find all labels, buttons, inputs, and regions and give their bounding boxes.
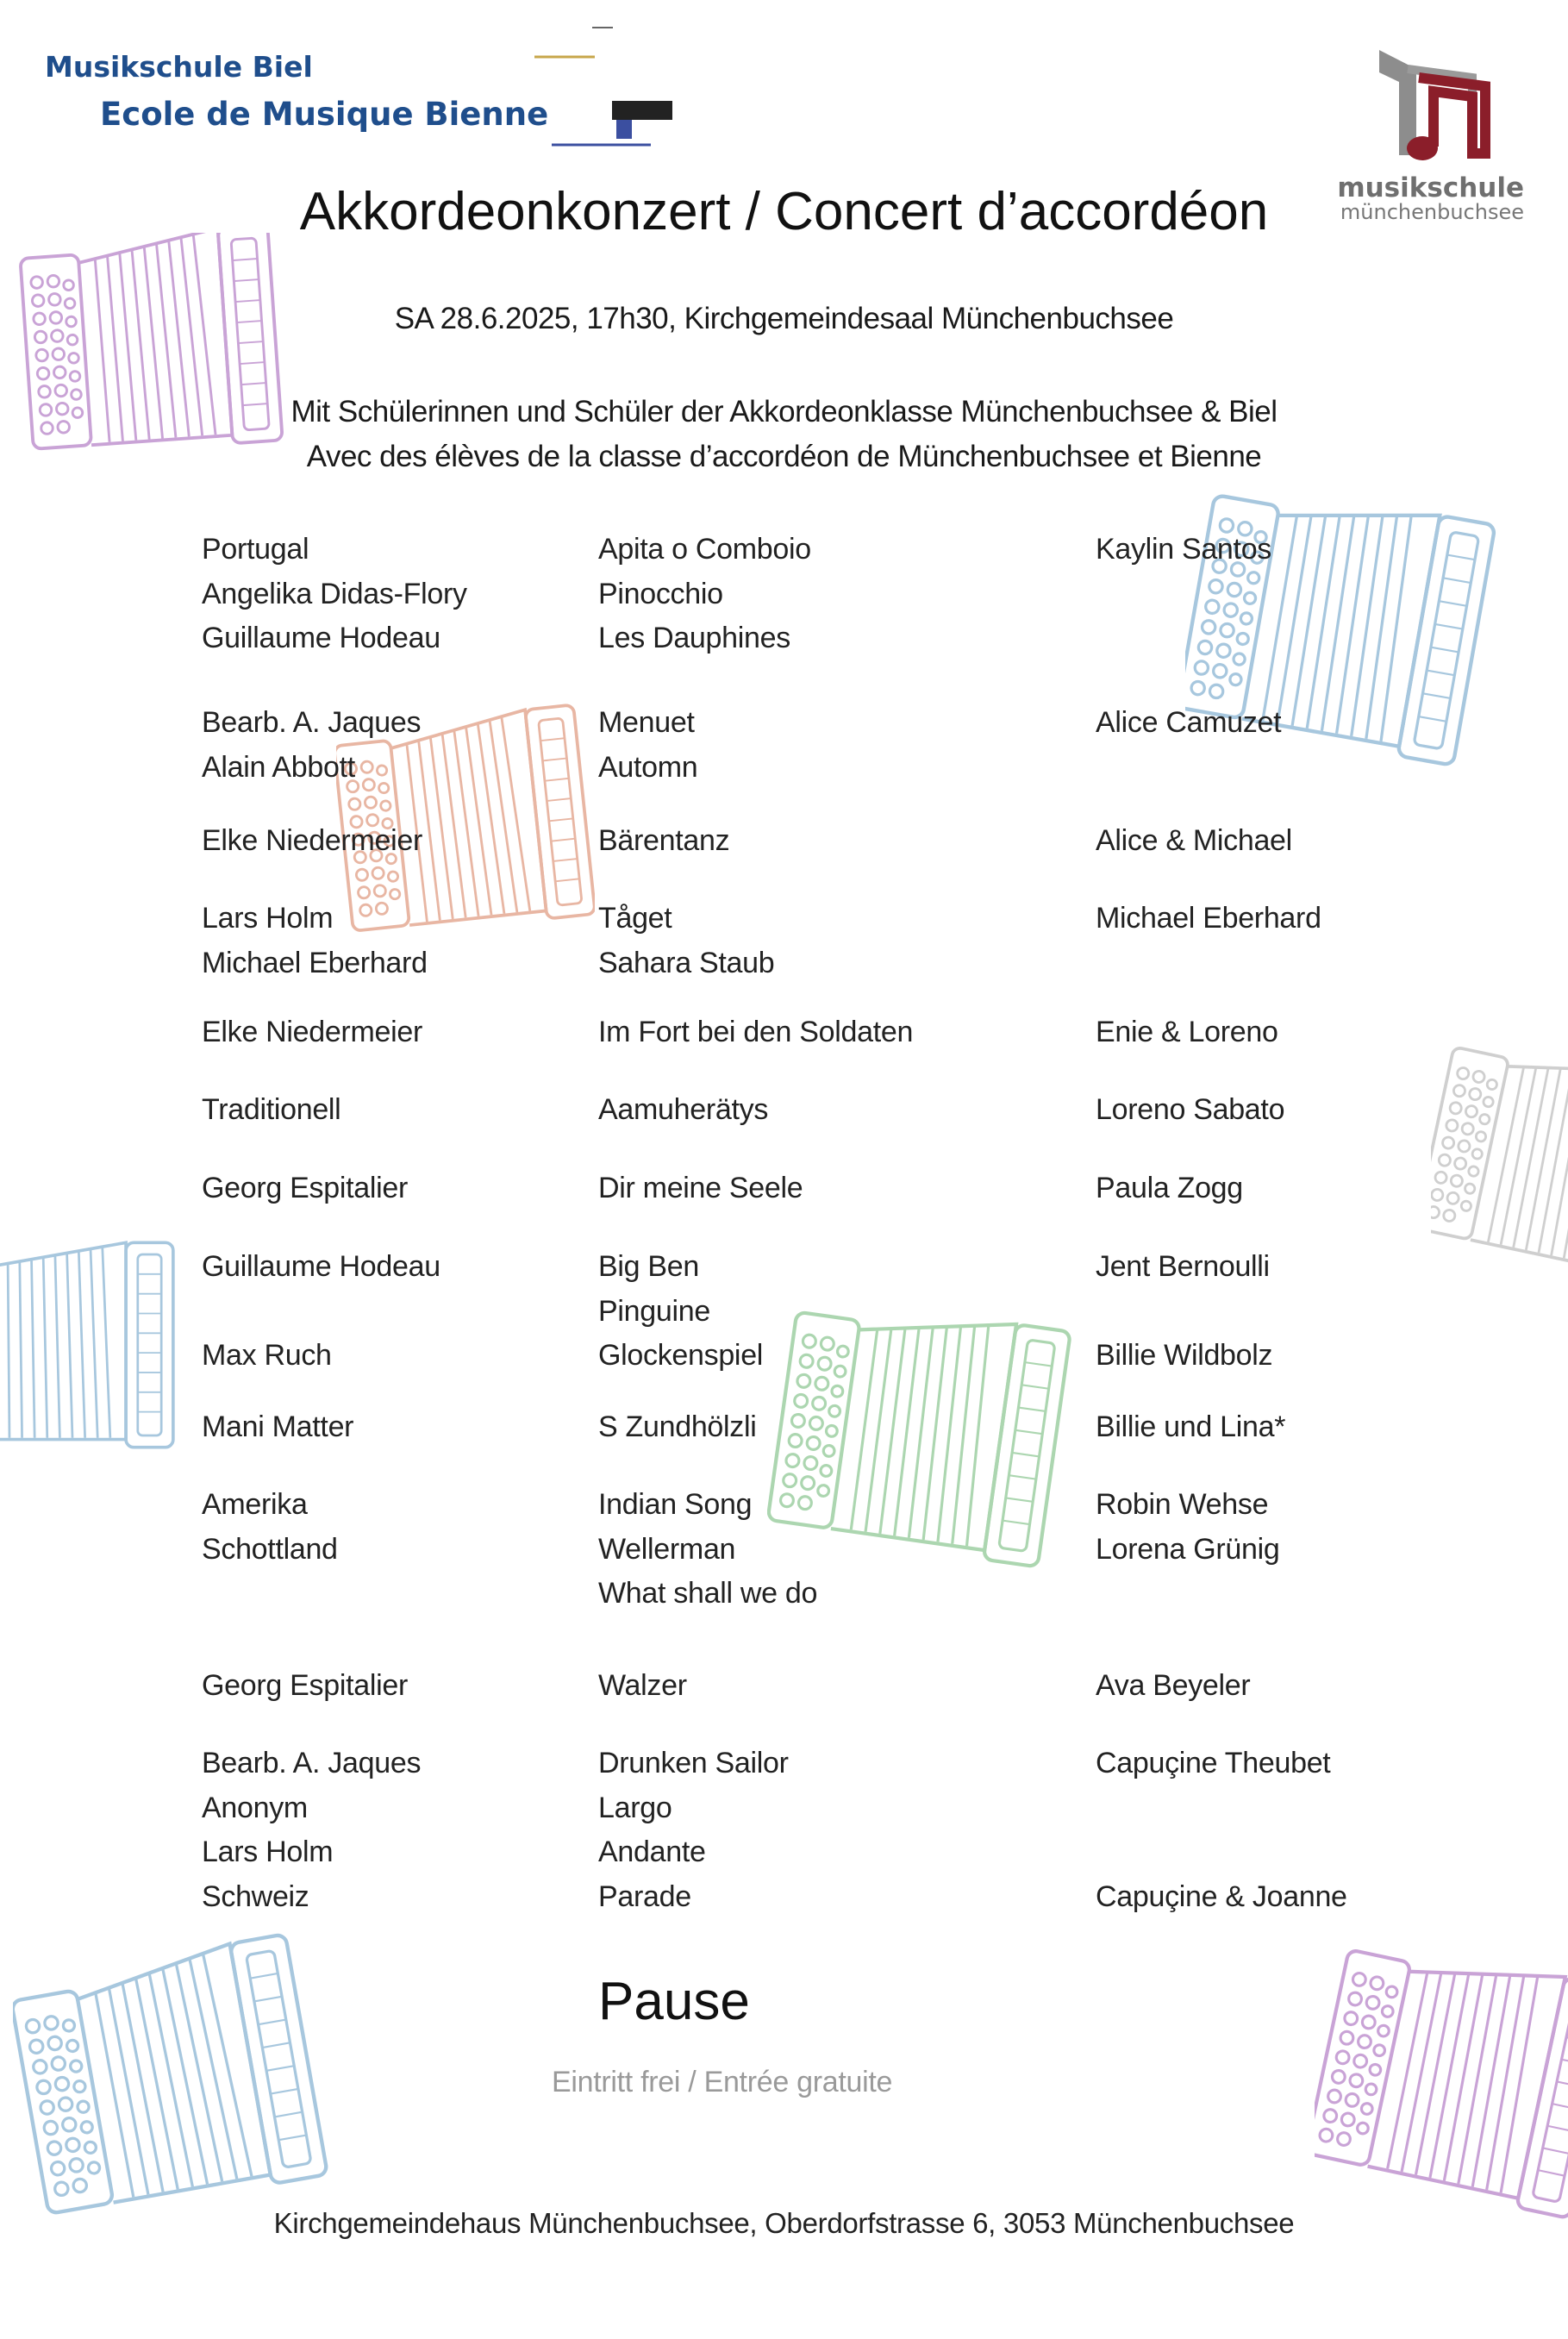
program-piece: What shall we do xyxy=(598,1577,818,1610)
program-performer: Lorena Grünig xyxy=(1096,1532,1280,1566)
program-piece: Menuet xyxy=(598,706,695,739)
program-piece-cell xyxy=(598,1010,913,1055)
program-composer-cell xyxy=(202,1010,422,1055)
program-piece: Largo xyxy=(598,1791,672,1824)
program-piece: Les Dauphines xyxy=(598,622,790,654)
program-performer-cell xyxy=(1096,819,1292,864)
program-piece: Parade xyxy=(598,1879,691,1913)
program-piece-cell xyxy=(598,701,697,790)
entry-info: Eintritt frei / Entrée gratuite xyxy=(552,2066,893,2098)
program-performer-cell xyxy=(1096,528,1271,572)
program-piece: Sahara Staub xyxy=(598,946,775,979)
school-name-de: Musikschule Biel xyxy=(45,50,313,84)
program-composer: Georg Espitalier xyxy=(202,1172,408,1204)
program-piece-cell xyxy=(598,528,811,661)
program-composer: Mani Matter xyxy=(202,1410,354,1443)
program-piece-cell xyxy=(598,1483,817,1617)
program-piece: Dir meine Seele xyxy=(598,1172,803,1204)
program-piece: Wellerman xyxy=(598,1532,736,1566)
program-composer: Max Ruch xyxy=(202,1339,332,1372)
program-composer: Lars Holm xyxy=(202,1836,334,1868)
program-composer-cell xyxy=(202,1405,353,1450)
program-piece: Glockenspiel xyxy=(598,1339,764,1372)
date-line: SA 28.6.2025, 17h30, Kirchgemeindesaal Münchenbuchsee xyxy=(394,302,1174,335)
program-piece-cell xyxy=(598,1664,687,1709)
program-composer: Elke Niedermeier xyxy=(202,824,422,857)
program-performer-cell xyxy=(1096,1010,1278,1055)
program-performer-cell xyxy=(1096,1483,1279,1572)
program-composer: Bearb. A. Jaques xyxy=(202,1747,422,1779)
partner-name: musikschule xyxy=(1337,172,1524,203)
program-piece: Apita o Comboio xyxy=(598,533,811,566)
page-title: Akkordeonkonzert / Concert d’accordéon xyxy=(299,182,1269,241)
program-performer: Jent Bernoulli xyxy=(1096,1250,1270,1283)
program-composer-cell xyxy=(202,1166,408,1211)
program-performer-cell xyxy=(1096,1664,1250,1709)
program-piece-cell xyxy=(598,1088,768,1133)
program-piece: Aamuherätys xyxy=(598,1093,769,1126)
program-performer: Robin Wehse xyxy=(1096,1488,1269,1521)
intro-de: Mit Schülerinnen und Schüler der Akkordeonklasse Münchenbuchsee & Biel xyxy=(290,395,1278,428)
program-performer: Alice & Michael xyxy=(1096,824,1292,857)
program-composer-cell xyxy=(202,1483,338,1572)
program-piece: S Zundhölzli xyxy=(598,1410,757,1443)
program-composer: Elke Niedermeier xyxy=(202,1016,422,1048)
program-piece: Walzer xyxy=(598,1669,687,1702)
program-performer xyxy=(1096,1786,1347,1831)
program-composer: Amerika xyxy=(202,1488,308,1521)
program-performer-cell xyxy=(1096,1742,1347,1919)
program-piece: Tåget xyxy=(598,902,672,935)
program-piece: Pinocchio xyxy=(598,577,723,610)
program-composer: Lars Holm xyxy=(202,902,334,935)
pause-heading: Pause xyxy=(598,1972,750,2031)
program-composer: Angelika Didas-Flory xyxy=(202,577,467,610)
program-performer: Billie und Lina* xyxy=(1096,1410,1286,1443)
program-piece: Pinguine xyxy=(598,1294,710,1328)
program-performer-cell xyxy=(1096,1245,1270,1290)
program-composer: Guillaume Hodeau xyxy=(202,622,440,654)
program-composer: Georg Espitalier xyxy=(202,1669,408,1702)
program-composer: Alain Abbott xyxy=(202,750,355,784)
program-performer: Capuçine & Joanne xyxy=(1096,1879,1347,1913)
program-performer: Enie & Loreno xyxy=(1096,1016,1278,1048)
program-composer: Schottland xyxy=(202,1532,338,1566)
program-piece-cell xyxy=(598,1334,763,1379)
program-composer-cell xyxy=(202,1334,332,1379)
program-composer-cell xyxy=(202,1742,421,1919)
partner-subname: münchenbuchsee xyxy=(1340,200,1524,224)
program-piece: Im Fort bei den Soldaten xyxy=(598,1016,914,1048)
program-composer-cell xyxy=(202,528,467,661)
program-composer: Bearb. A. Jaques xyxy=(202,706,422,739)
program-performer-cell xyxy=(1096,1334,1272,1379)
program-performer-cell xyxy=(1096,701,1281,746)
program-piece: Bärentanz xyxy=(598,824,730,857)
program-performer: Ava Beyeler xyxy=(1096,1669,1251,1702)
program-composer-cell xyxy=(202,701,421,790)
program-piece-cell xyxy=(598,1245,710,1334)
program-performer-cell xyxy=(1096,1166,1243,1211)
program-composer: Schweiz xyxy=(202,1879,309,1913)
program-performer: Billie Wildbolz xyxy=(1096,1339,1273,1372)
program-piece-cell xyxy=(598,1405,757,1450)
program-performer: Alice Camuzet xyxy=(1096,706,1282,739)
program-performer: Capuçine Theubet xyxy=(1096,1747,1331,1779)
program-piece-cell xyxy=(598,819,729,864)
program-piece-cell xyxy=(598,1742,789,1919)
program-piece: Big Ben xyxy=(598,1250,699,1283)
program-piece: Indian Song xyxy=(598,1488,753,1521)
program-composer-cell xyxy=(202,1088,340,1133)
program-composer-cell xyxy=(202,897,428,985)
intro-fr: Avec des élèves de la classe d’accordéon de Münchenbuchsee et Bienne xyxy=(306,440,1262,473)
program-performer xyxy=(1096,1830,1347,1875)
program-performer: Kaylin Santos xyxy=(1096,533,1272,566)
program-composer: Traditionell xyxy=(202,1093,341,1126)
program-composer: Portugal xyxy=(202,533,309,566)
program-composer-cell xyxy=(202,1664,408,1709)
school-name-fr: Ecole de Musique Bienne xyxy=(100,96,549,133)
program-piece-cell xyxy=(598,897,774,985)
venue-address: Kirchgemeindehaus Münchenbuchsee, Oberdorfstrasse 6, 3053 Münchenbuchsee xyxy=(273,2207,1295,2239)
program-composer: Guillaume Hodeau xyxy=(202,1250,440,1283)
program-performer-cell xyxy=(1096,1405,1285,1450)
program-composer: Michael Eberhard xyxy=(202,946,428,979)
program-performer-cell xyxy=(1096,1088,1284,1133)
program-performer: Paula Zogg xyxy=(1096,1172,1243,1204)
program-piece: Drunken Sailor xyxy=(598,1747,789,1779)
program-performer: Michael Eberhard xyxy=(1096,902,1321,935)
program-composer-cell xyxy=(202,1245,440,1290)
program-composer-cell xyxy=(202,819,422,864)
program-performer-cell xyxy=(1096,897,1321,941)
program-piece: Andante xyxy=(598,1836,706,1868)
program-performer: Loreno Sabato xyxy=(1096,1093,1285,1126)
program-piece-cell xyxy=(598,1166,803,1211)
program-piece: Automn xyxy=(598,750,698,784)
program-composer: Anonym xyxy=(202,1791,308,1824)
